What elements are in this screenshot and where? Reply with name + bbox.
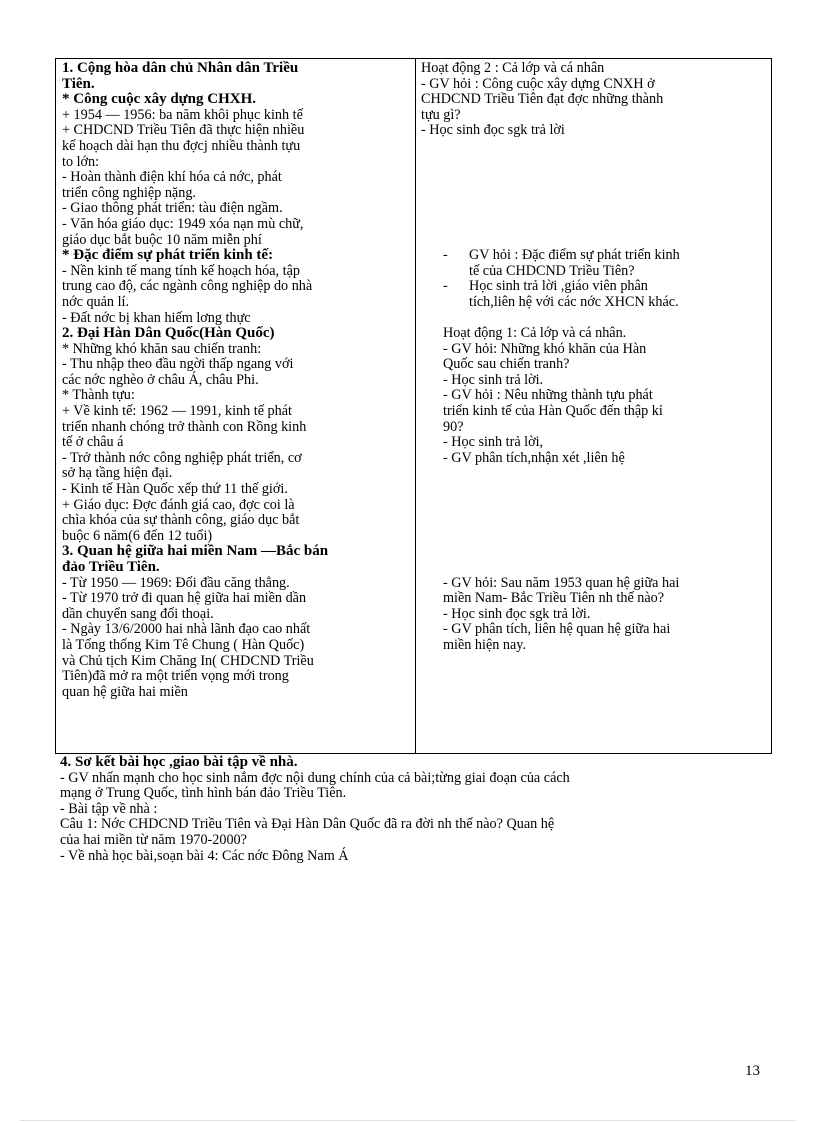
text-line: nớc quản lí.	[62, 293, 129, 310]
text-line: - Trở thành nớc công nghiệp phát triển, cơ	[62, 449, 302, 466]
text-line: tựu gì?	[421, 106, 461, 123]
blank-line	[421, 466, 769, 482]
text-line: - Từ 1950 — 1969: Đối đầu căng thẳng.	[62, 574, 290, 591]
blank-line	[421, 311, 769, 327]
text-line: - Bài tập về nhà :	[60, 800, 158, 817]
dash-marker: -	[443, 247, 448, 264]
text-line: quan hệ giữa hai miền	[62, 683, 188, 700]
text-line	[421, 279, 769, 295]
text-line: và Chủ tịch Kim Chăng In( CHDCND Triều	[62, 652, 314, 669]
text-line: các nớc nghèo ở châu Á, châu Phi.	[62, 371, 259, 388]
blank-line	[421, 139, 769, 155]
section-heading: đảo Triều Tiên.	[62, 559, 160, 575]
section-heading: 1. Cộng hòa dân chủ Nhân dân Triều	[62, 60, 299, 76]
text-line: - Văn hóa giáo dục: 1949 xóa nạn mù chữ,	[62, 215, 304, 232]
blank-line	[421, 201, 769, 217]
blank-line	[421, 482, 769, 498]
bullet-text: Học sinh trả lời ,giáo viên phân	[469, 278, 648, 295]
blank-line	[421, 529, 769, 545]
page-number: 13	[745, 1063, 760, 1079]
text-line: dần chuyển sang đối thoại.	[62, 605, 214, 622]
text-line: miền hiện nay.	[443, 636, 526, 653]
text-line: - GV phân tích,nhận xét ,liên hệ	[443, 449, 625, 466]
text-line: - GV hỏi: Những khó khăn của Hàn	[443, 340, 647, 357]
blank-line	[421, 217, 769, 233]
text-line: tích,liên hệ với các nớc XHCN khác.	[469, 293, 679, 310]
blank-line	[421, 155, 769, 171]
text-line: - Học sinh trả lời.	[443, 371, 544, 388]
section-heading: Tiên.	[62, 75, 95, 92]
text-line: - Nền kinh tế mang tính kế hoạch hóa, tập	[62, 262, 300, 279]
text-line: - Học sinh đọc sgk trả lời	[421, 122, 565, 139]
blank-line	[421, 233, 769, 249]
text-line: - Hoàn thành điện khí hóa cả nớc, phát	[62, 169, 282, 186]
column-divider	[415, 59, 416, 753]
text-line: của hai miền từ năm 1970-2000?	[60, 831, 247, 848]
text-line: miền Nam- Bắc Triều Tiên nh thế nào?	[443, 590, 665, 607]
section-heading: * Công cuộc xây dựng CHXH.	[62, 91, 257, 108]
text-line: Hoạt động 2 : Cả lớp và cá nhân	[421, 60, 605, 76]
text-line: - GV hỏi: Sau năm 1953 quan hệ giữa hai	[443, 574, 680, 591]
text-line: + Giáo dục: Đợc đánh giá cao, đợc coi là	[62, 496, 295, 513]
lesson-table	[55, 58, 772, 754]
text-line: - GV phân tích, liên hệ quan hệ giữa hai	[443, 621, 671, 638]
blank-line	[421, 544, 769, 560]
summary-section	[60, 755, 780, 864]
text-line: + 1954 — 1956: ba năm khôi phục kinh tế	[62, 106, 303, 123]
text-line: tế ở châu á	[62, 434, 124, 451]
page-bottom-rule	[20, 1120, 796, 1121]
text-line: - GV nhấn mạnh cho học sinh nắm đợc nội dung chính của cả bài;từng giai đoạn của cách	[60, 769, 570, 786]
text-line	[421, 248, 769, 264]
dash-marker: -	[443, 278, 448, 295]
text-line: chìa khóa của sự thành công, giáo dục bắt	[62, 512, 300, 529]
blank-line	[421, 560, 769, 576]
bullet-text: GV hỏi : Đặc điểm sự phát triển kinh	[469, 247, 680, 264]
text-line: * Những khó khăn sau chiến tranh:	[62, 340, 262, 357]
text-line: triển kinh tế của Hàn Quốc đến thập kỉ	[443, 403, 663, 420]
text-line: buộc 6 năm(6 đến 12 tuổi)	[62, 527, 213, 544]
text-line: + CHDCND Triều Tiên đã thực hiện nhiều	[62, 122, 305, 139]
text-line: * Thành tựu:	[62, 387, 135, 404]
text-line: - GV hỏi : Nêu những thành tựu phát	[443, 387, 653, 404]
text-line: + Về kinh tế: 1962 — 1991, kinh tế phát	[62, 403, 292, 420]
text-line: - Học sinh trả lời,	[443, 434, 544, 451]
text-line: - Giao thông phát triển: tàu điện ngầm.	[62, 200, 283, 217]
text-line: - Về nhà học bài,soạn bài 4: Các nớc Đông Nam Á	[60, 847, 349, 864]
text-line: 90?	[443, 418, 464, 435]
section-heading: * Đặc điểm sự phát triển kinh tế:	[62, 247, 274, 264]
text-line: CHDCND Triều Tiên đạt đợc những thành	[421, 91, 664, 108]
content-column	[62, 61, 408, 700]
text-line: triển công nghiệp nặng.	[62, 184, 196, 201]
blank-line	[421, 513, 769, 529]
text-line: trung cao độ, các ngành công nghiệp do nhà	[62, 278, 313, 295]
text-line: - Kinh tế Hàn Quốc xếp thứ 11 thế giới.	[62, 481, 288, 498]
text-line: - Học sinh đọc sgk trả lời.	[443, 605, 591, 622]
activity-column	[421, 61, 769, 654]
text-line: tế của CHDCND Triều Tiên?	[469, 262, 635, 279]
text-line: giáo dục bắt buộc 10 năm miễn phí	[62, 231, 262, 248]
text-line: là Tổng thống Kim Tê Chung ( Hàn Quốc)	[62, 636, 305, 653]
text-line: - Ngày 13/6/2000 hai nhà lãnh đạo cao nhất	[62, 621, 311, 638]
text-line: mạng ở Trung Quốc, tình hình bán đảo Triều Tiên.	[60, 785, 347, 802]
text-line: kế hoạch dài hạn thu đợcj nhiều thành tựu	[62, 137, 301, 154]
section-heading: 4. Sơ kết bài học ,giao bài tập về nhà.	[60, 754, 298, 770]
blank-line	[421, 498, 769, 514]
text-line: - Đất nớc bị khan hiếm lơng thực	[62, 309, 251, 326]
text-line: - GV hỏi : Công cuộc xây dựng CNXH ở	[421, 75, 655, 92]
text-line: Quốc sau chiến tranh?	[443, 356, 570, 373]
text-line: triển nhanh chóng trở thành con Rồng kinh	[62, 418, 307, 435]
section-heading: 3. Quan hệ giữa hai miền Nam —Bắc bán	[62, 543, 329, 560]
blank-line	[421, 186, 769, 202]
text-line: - Thu nhập theo đầu ngời thấp ngang với	[62, 356, 294, 373]
text-line: Hoạt động 1: Cả lớp và cá nhân.	[443, 325, 627, 342]
text-line: Tiên)đã mở ra một triển vọng mới trong	[62, 668, 289, 685]
text-line: sở hạ tầng hiện đại.	[62, 465, 173, 482]
text-line: Câu 1: Nớc CHDCND Triều Tiên và Đại Hàn Dân Quốc đã ra đời nh thế nào? Quan hệ	[60, 816, 555, 833]
text-line: - Từ 1970 trở đi quan hệ giữa hai miền dần	[62, 590, 307, 607]
blank-line	[421, 170, 769, 186]
text-line: to lớn:	[62, 153, 100, 170]
section-heading: 2. Đại Hàn Dân Quốc(Hàn Quốc)	[62, 325, 275, 342]
